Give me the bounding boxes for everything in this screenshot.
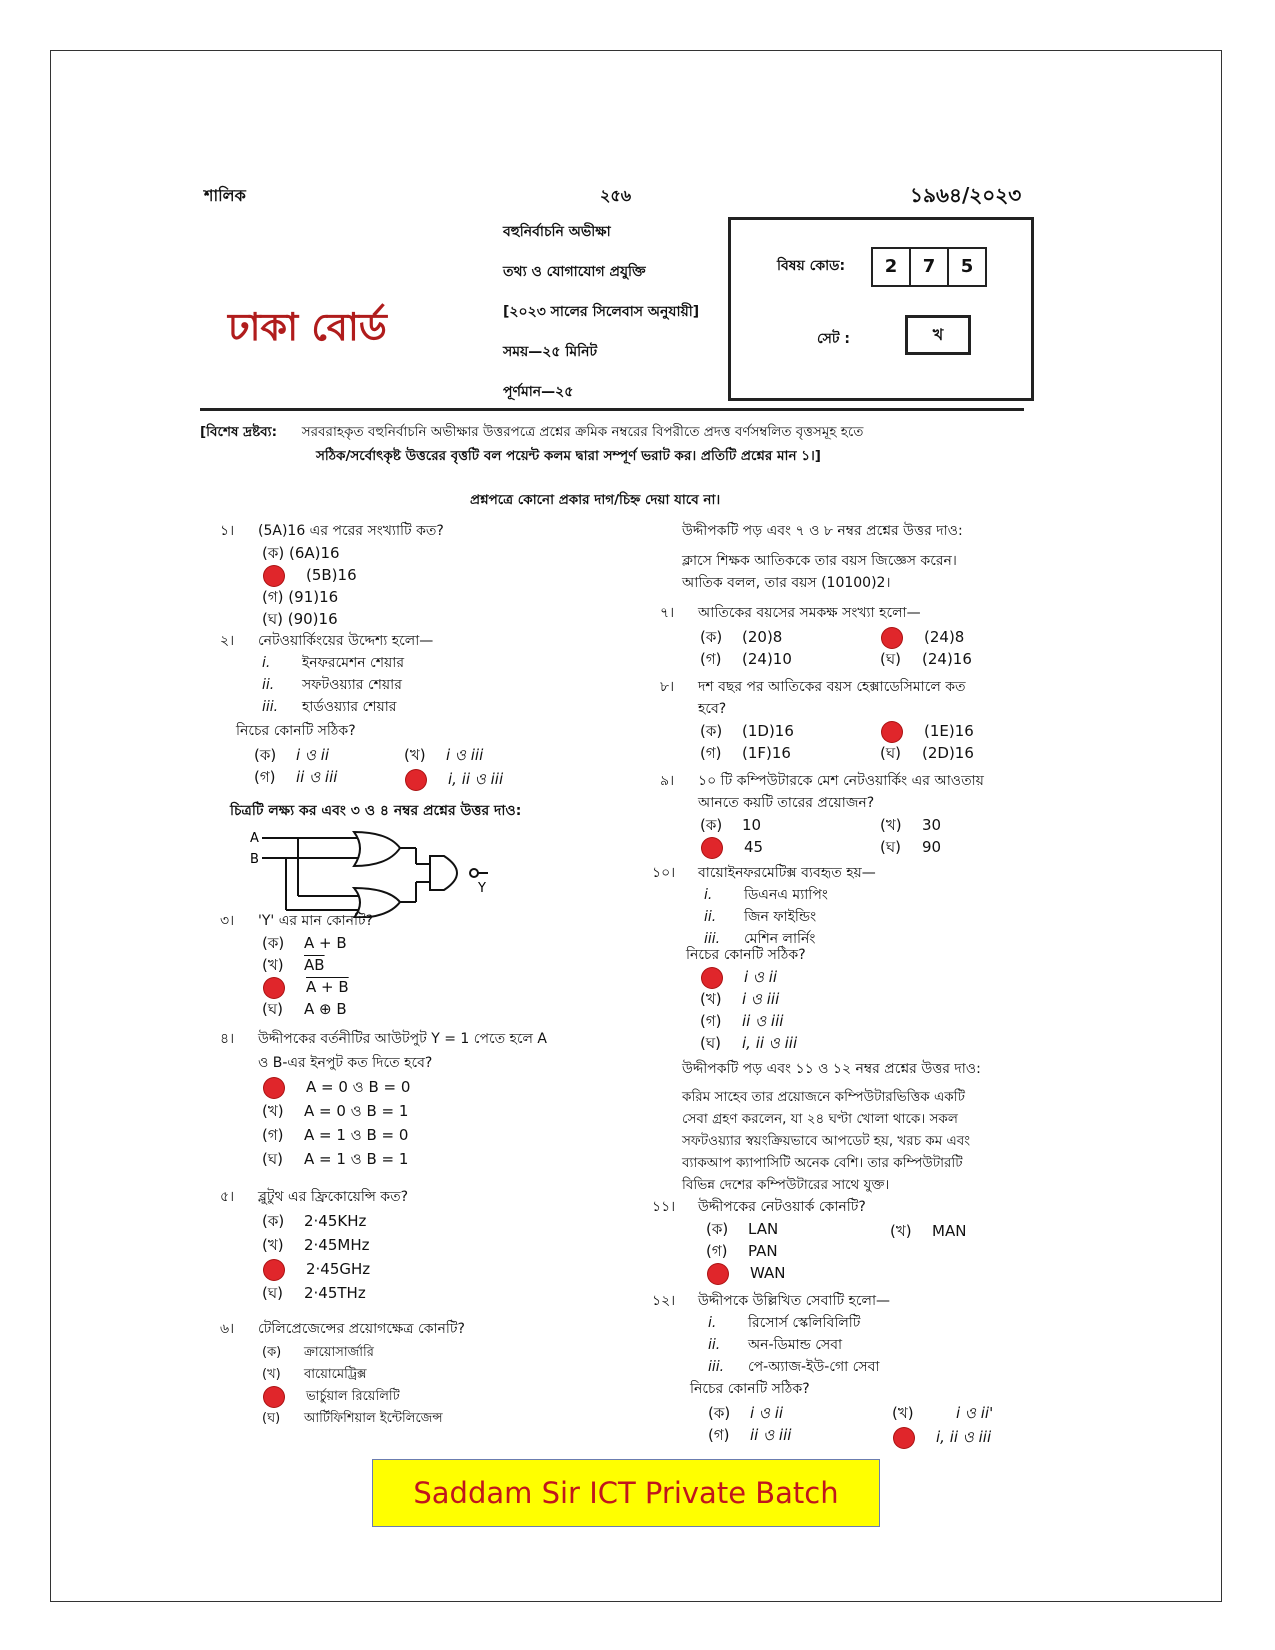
option-text: A ⊕ B: [304, 1000, 347, 1018]
option-text: (1D)16: [742, 722, 794, 740]
option-text: (24)16: [922, 650, 972, 668]
q10-item: ডিএনএ ম্যাপিং: [744, 887, 828, 903]
q3-option: [262, 954, 349, 976]
q10-item: জিন ফাইন্ডিং: [744, 909, 817, 925]
option-text: LAN: [748, 1220, 779, 1238]
option-text: i ও iii: [446, 746, 484, 764]
answer-dot: [264, 978, 284, 998]
option-label: (খ): [890, 1222, 912, 1240]
q12-item-num: ii.: [708, 1337, 721, 1353]
exam-syllabus: [২০২৩ সালের সিলেবাস অনুযায়ী]: [503, 304, 700, 320]
subject-code-digit: 2: [871, 247, 911, 287]
circuit-label-y: Y: [478, 881, 486, 896]
stimulus-line: করিম সাহেব তার প্রয়োজনে কম্পিউটারভিত্তিক একটি: [682, 1089, 965, 1105]
q10-ask: নিচের কোনটি সঠিক?: [686, 947, 806, 963]
q6-text: [220, 1318, 465, 1340]
option-text: A = 1 ও B = 0: [304, 1126, 409, 1144]
option-label: (ঘ): [262, 1000, 283, 1018]
exam-subject: তথ্য ও যোগাযোগ প্রযুক্তি: [503, 264, 646, 280]
q8-prompt: দশ বছর পর আতিকের বয়স হেক্সাডেসিমালে কত: [698, 679, 966, 695]
answer-dot: [702, 838, 722, 858]
option-label: (ক): [700, 816, 723, 834]
q7-option: [700, 648, 792, 670]
option-label: (ঘ): [262, 1284, 283, 1302]
answer-dot: [708, 1264, 728, 1284]
stimulus-line: ক্লাসে শিক্ষক আতিককে তার বয়স জিজ্ঞেস করেন।: [682, 553, 957, 569]
q5-number: ৫।: [220, 1189, 235, 1205]
stimulus-11-12: [682, 1086, 970, 1196]
q12-option: [708, 1424, 791, 1446]
q5-text: [220, 1186, 408, 1208]
subject-code-box: [728, 217, 1034, 401]
option-text: (20)8: [742, 628, 783, 646]
q10-text: [652, 862, 876, 884]
logic-circuit-diagram: [248, 828, 498, 918]
option-text: বায়োমেট্রিক্স: [304, 1367, 367, 1382]
option-label: (খ): [262, 956, 284, 974]
option-label: (ক): [262, 1212, 285, 1230]
option-text: i ও iii: [742, 990, 780, 1008]
answer-dot: [702, 968, 722, 988]
option-text: WAN: [750, 1264, 786, 1282]
option-text: ii ও iii: [742, 1012, 784, 1030]
q12-item-num: iii.: [708, 1359, 725, 1375]
option-text: i, ii ও iii: [448, 770, 504, 788]
subject-code-digits: [871, 247, 985, 287]
stimulus-line: বিভিন্ন দেশের কম্পিউটারের সাথে যুক্ত।: [682, 1177, 890, 1193]
q10-item-num: i.: [704, 887, 713, 903]
q3-option: [262, 998, 349, 1020]
special-note-label: [বিশেষ দ্রষ্টব্য:: [200, 424, 277, 440]
circuit-label-b: B: [250, 852, 259, 867]
option-label: (ক): [262, 934, 285, 952]
answer-dot: [264, 1078, 284, 1098]
q12-items: [708, 1312, 879, 1378]
q7-text: [660, 602, 921, 624]
q9-option: [700, 814, 761, 836]
header-left: শালিক: [204, 186, 246, 205]
option-text: 2·45MHz: [304, 1236, 370, 1254]
q12-number: ১২।: [652, 1293, 676, 1309]
option-label: (ঘ): [262, 1150, 283, 1168]
option-label: (ঘ): [700, 1034, 721, 1052]
q10-number: ১০।: [652, 865, 676, 881]
option-text: (1F)16: [742, 744, 791, 762]
q4-number: ৪।: [220, 1031, 235, 1047]
stimulus-line: আতিক বলল, তার বয়স (10100)2।: [682, 575, 891, 591]
q2-option: [254, 744, 329, 766]
option-text: 2·45KHz: [304, 1212, 367, 1230]
q2-item: হার্ডওয়্যার শেয়ার: [302, 699, 397, 715]
q3-options: [262, 932, 349, 1020]
circuit-label-a: A: [250, 831, 259, 846]
q3-prompt: 'Y' এর মান কোনটি?: [258, 913, 374, 929]
q12-item: পে-অ্যাজ-ইউ-গো সেবা: [748, 1359, 880, 1375]
q9-prompt: ১০ টি কম্পিউটারকে মেশ নেটওয়ার্কিং এর আওতায়: [698, 773, 984, 789]
option-text: i ও ii': [956, 1404, 994, 1422]
q8-option: [700, 742, 791, 764]
option-text: A = 0 ও B = 1: [304, 1102, 409, 1120]
q5-option: [262, 1282, 370, 1306]
option-text: 30: [922, 816, 942, 834]
q10-option: [700, 1010, 797, 1032]
special-note-text-2: সঠিক/সর্বোৎকৃষ্ট উত্তরের বৃত্তটি বল পয়েন্ট কলম দ্বারা সম্পূর্ণ ভরাট কর। প্রতিটি প্রশ্নের মান ১।]: [316, 448, 821, 464]
answer-dot: [894, 1428, 914, 1448]
option-label: (ঘ): [262, 1411, 281, 1426]
q2-ask: নিচের কোনটি সঠিক?: [236, 723, 356, 739]
q10-option: [700, 988, 797, 1010]
q3-option: [262, 932, 349, 954]
option-label: (খ): [262, 1236, 284, 1254]
q10-item-num: iii.: [704, 931, 721, 947]
q7-prompt: আতিকের বয়সের সমকক্ষ সংখ্যা হলো—: [698, 605, 921, 621]
option-text: ii ও iii: [750, 1426, 792, 1444]
q4-option-answer: [262, 1076, 410, 1100]
stimulus-line: ব্যাকআপ ক্যাপাসিটি অনেক বেশি। তার কম্পিউটারটি: [682, 1155, 963, 1171]
option-label: (খ): [700, 990, 722, 1008]
q4-option: [262, 1148, 410, 1172]
exam-time: সময়—২৫ মিনিট: [503, 344, 598, 360]
option-label: (খ): [262, 1102, 284, 1120]
q2-prompt: নেটওয়ার্কিংয়ের উদ্দেশ্য হলো—: [258, 633, 434, 649]
q2-option: [404, 744, 483, 766]
q10-options: [700, 966, 797, 1054]
option-text: 2·45THz: [304, 1284, 366, 1302]
option-text: A = 1 ও B = 1: [304, 1150, 409, 1168]
q10-item-num: ii.: [704, 909, 717, 925]
q4-prompt-2: ও B-এর ইনপুট কত দিতে হবে?: [258, 1055, 433, 1071]
warning-text: প্রশ্নপত্রে কোনো প্রকার দাগ/চিহ্ন দেয়া যাবে না।: [470, 492, 721, 508]
option-label: (ক): [262, 1345, 282, 1360]
q7-option-answer: [880, 626, 964, 648]
q12-prompt: উদ্দীপকে উল্লিখিত সেবাটি হলো—: [698, 1293, 891, 1309]
answer-dot: [406, 770, 426, 790]
q10-items: [704, 884, 828, 950]
option-text: $\overline{AB}$: [304, 956, 325, 974]
option-text: (24)10: [742, 650, 792, 668]
option-label: (গ): [254, 768, 276, 786]
option-text: (24)8: [924, 628, 965, 646]
q3-text: [220, 910, 373, 932]
stimulus-7-8: [682, 550, 957, 594]
stimulus-line: সফটওয়্যার স্বয়ংক্রিয়ভাবে আপডেট হয়, খরচ কম এবং: [682, 1133, 971, 1149]
q11-option: [706, 1240, 778, 1262]
q2-number: ২।: [220, 633, 235, 649]
q5-option: [262, 1210, 370, 1234]
option-text: A + B: [306, 978, 349, 996]
q8-option-answer: [880, 720, 974, 742]
q2-option-answer: [404, 768, 503, 790]
q12-ask: নিচের কোনটি সঠিক?: [690, 1381, 810, 1397]
q9-option: [880, 836, 941, 858]
option-text: i, ii ও iii: [742, 1034, 798, 1052]
board-name: ঢাকা বোর্ড: [228, 304, 387, 349]
option-text: (2D)16: [922, 744, 974, 762]
q2-item-num: ii.: [262, 677, 275, 693]
option-label: (ঘ): [880, 744, 901, 762]
q1-option: (গ) (91)16: [262, 588, 339, 606]
option-text: 2·45GHz: [306, 1260, 371, 1278]
option-text: i ও ii: [744, 968, 778, 986]
q3-option-answer: [262, 976, 349, 998]
q4-options: [262, 1076, 410, 1172]
q1-option-answer-text: (5B)16: [306, 566, 357, 584]
q1-options: [262, 542, 357, 630]
special-note: [200, 420, 1030, 468]
q11-option: [890, 1220, 966, 1242]
option-label: (গ): [700, 744, 722, 762]
q2-item: ইনফরমেশন শেয়ার: [302, 655, 405, 671]
q6-number: ৬।: [220, 1321, 235, 1337]
q12-text: [652, 1290, 890, 1312]
set-label: সেট :: [817, 331, 851, 347]
q9-text: [660, 770, 984, 792]
option-label: (খ): [892, 1404, 914, 1422]
q2-item: সফটওয়্যার শেয়ার: [302, 677, 402, 693]
circuit-wires: [262, 832, 488, 918]
q1-prompt: (5A)16 এর পরের সংখ্যাটি কত?: [258, 523, 444, 539]
option-text: i, ii ও iii: [936, 1428, 992, 1446]
option-text: i ও ii: [296, 746, 330, 764]
option-label: (ক): [700, 628, 723, 646]
q6-option-answer: [262, 1386, 443, 1408]
option-text: 10: [742, 816, 762, 834]
q2-text: [220, 630, 433, 652]
q9-prompt-2: আনতে কয়টি তারের প্রয়োজন?: [698, 795, 875, 811]
q8-option: [700, 720, 794, 742]
q1-option-answer: [262, 564, 357, 586]
header-divider: [200, 408, 1024, 411]
exam-info: [503, 220, 699, 420]
q12-option: [708, 1402, 783, 1424]
option-text: ভার্চুয়াল রিয়েলিটি: [306, 1389, 400, 1404]
option-text: A = 0 ও B = 0: [306, 1078, 411, 1096]
option-label: (গ): [700, 1012, 722, 1030]
q4-text: [220, 1028, 547, 1050]
exam-type: বহুনির্বাচনি অভীক্ষা: [503, 224, 611, 240]
q12-item-num: i.: [708, 1315, 717, 1331]
option-label: (ঘ): [880, 650, 901, 668]
option-label: (খ): [404, 746, 426, 764]
stem-7-8: উদ্দীপকটি পড় এবং ৭ ও ৮ নম্বর প্রশ্নের উত্তর দাও:: [682, 523, 963, 539]
option-label: (খ): [880, 816, 902, 834]
q12-item: রিসোর্স স্কেলিবিলিটি: [748, 1315, 861, 1331]
q11-number: ১১।: [652, 1199, 676, 1215]
option-label: (ঘ): [880, 838, 901, 856]
option-text: (1E)16: [924, 722, 974, 740]
q2-item-num: i.: [262, 655, 271, 671]
option-text: ii ও iii: [296, 768, 338, 786]
option-text: আর্টিফিশিয়াল ইন্টেলিজেন্স: [304, 1411, 443, 1426]
q1-text: [220, 520, 444, 542]
option-text: 90: [922, 838, 942, 856]
header-page-number: ২৫৬: [600, 186, 632, 205]
option-label: (ক): [254, 746, 277, 764]
exam-full-marks: পূর্ণমান—২৫: [503, 384, 574, 400]
q10-item: মেশিন লার্নিং: [744, 931, 816, 947]
option-label: (ক): [708, 1404, 731, 1422]
q12-item: অন-ডিমান্ড সেবা: [748, 1337, 843, 1353]
q11-option-answer: [706, 1262, 786, 1284]
q12-option: [892, 1402, 993, 1424]
q10-prompt: বায়োইনফরমেটিক্স ব্যবহৃত হয়—: [698, 865, 876, 881]
q11-prompt: উদ্দীপকের নেটওয়ার্ক কোনটি?: [698, 1199, 866, 1215]
answer-dot: [264, 566, 284, 586]
q11-text: [652, 1196, 866, 1218]
option-label: (ক): [706, 1220, 729, 1238]
option-text: PAN: [748, 1242, 778, 1260]
answer-dot: [264, 1260, 284, 1280]
stem-3-4: চিত্রটি লক্ষ্য কর এবং ৩ ও ৪ নম্বর প্রশ্নের উত্তর দাও:: [230, 803, 522, 819]
q2-option: [254, 766, 337, 788]
option-text: ক্রায়োসার্জারি: [304, 1345, 374, 1360]
option-text: 45: [744, 838, 764, 856]
q10-option: [700, 1032, 797, 1054]
option-label: (ক): [700, 722, 723, 740]
header-exam-code: ১৯৬৪/২০২৩: [910, 183, 1022, 207]
q4-option: [262, 1100, 410, 1124]
stimulus-line: সেবা গ্রহণ করলেন, যা ২৪ ঘণ্টা খোলা থাকে। সকল: [682, 1111, 958, 1127]
q9-option-answer: [700, 836, 763, 858]
q9-option: [880, 814, 941, 836]
q7-option: [700, 626, 782, 648]
subject-code-label: বিষয় কোড:: [777, 258, 846, 274]
q1-option: (ঘ) (90)16: [262, 610, 338, 628]
q5-option: [262, 1234, 370, 1258]
q3-number: ৩।: [220, 913, 235, 929]
q6-option: [262, 1408, 443, 1430]
q8-prompt-2: হবে?: [698, 701, 727, 717]
q6-option: [262, 1364, 443, 1386]
q5-prompt: ব্লুটুথ এর ফ্রিকোয়েন্সি কত?: [258, 1189, 409, 1205]
q10-option-answer: [700, 966, 797, 988]
q9-number: ৯।: [660, 773, 675, 789]
q4-prompt: উদ্দীপকের বর্তনীটির আউটপুট Y = 1 পেতে হলে A: [258, 1031, 547, 1047]
q6-prompt: টেলিপ্রেজেন্সের প্রয়োগক্ষেত্র কোনটি?: [258, 1321, 465, 1337]
option-label: (গ): [262, 1126, 284, 1144]
option-label: (গ): [700, 650, 722, 668]
special-note-text: সরবরাহকৃত বহুনির্বাচনি অভীক্ষার উত্তরপত্রে প্রশ্নের ক্রমিক নম্বরের বিপরীতে প্রদত্ত বর্ণসম্বলিত বৃত্তসমূহ হতে: [301, 424, 864, 440]
q4-option: [262, 1124, 410, 1148]
q7-number: ৭।: [660, 605, 675, 621]
option-text: i ও ii: [750, 1404, 784, 1422]
q8-option: [880, 742, 974, 764]
q8-number: ৮।: [660, 679, 675, 695]
q2-items: [262, 652, 404, 718]
q11-option: [706, 1218, 778, 1240]
q12-option-answer: [892, 1426, 991, 1448]
option-label: (খ): [262, 1367, 281, 1382]
q5-options: [262, 1210, 370, 1306]
q1-number: ১।: [220, 523, 235, 539]
answer-dot: [882, 628, 902, 648]
option-text: MAN: [932, 1222, 967, 1240]
q2-item-num: iii.: [262, 699, 279, 715]
q1-option: (ক) (6A)16: [262, 544, 340, 562]
q7-option: [880, 648, 972, 670]
option-label: (গ): [708, 1426, 730, 1444]
answer-dot: [882, 722, 902, 742]
stem-11-12: উদ্দীপকটি পড় এবং ১১ ও ১২ নম্বর প্রশ্নের উত্তর দাও:: [682, 1061, 981, 1077]
q5-option-answer: [262, 1258, 370, 1282]
answer-dot: [264, 1387, 284, 1407]
subject-code-digit: 5: [947, 247, 987, 287]
subject-code-digit: 7: [909, 247, 949, 287]
q6-option: [262, 1342, 443, 1364]
promo-banner: Saddam Sir ICT Private Batch: [372, 1459, 880, 1527]
option-text: A + B: [304, 934, 347, 952]
q6-options: [262, 1342, 443, 1430]
option-label: (গ): [706, 1242, 728, 1260]
q8-text: [660, 676, 966, 698]
set-value: খ: [905, 315, 971, 355]
